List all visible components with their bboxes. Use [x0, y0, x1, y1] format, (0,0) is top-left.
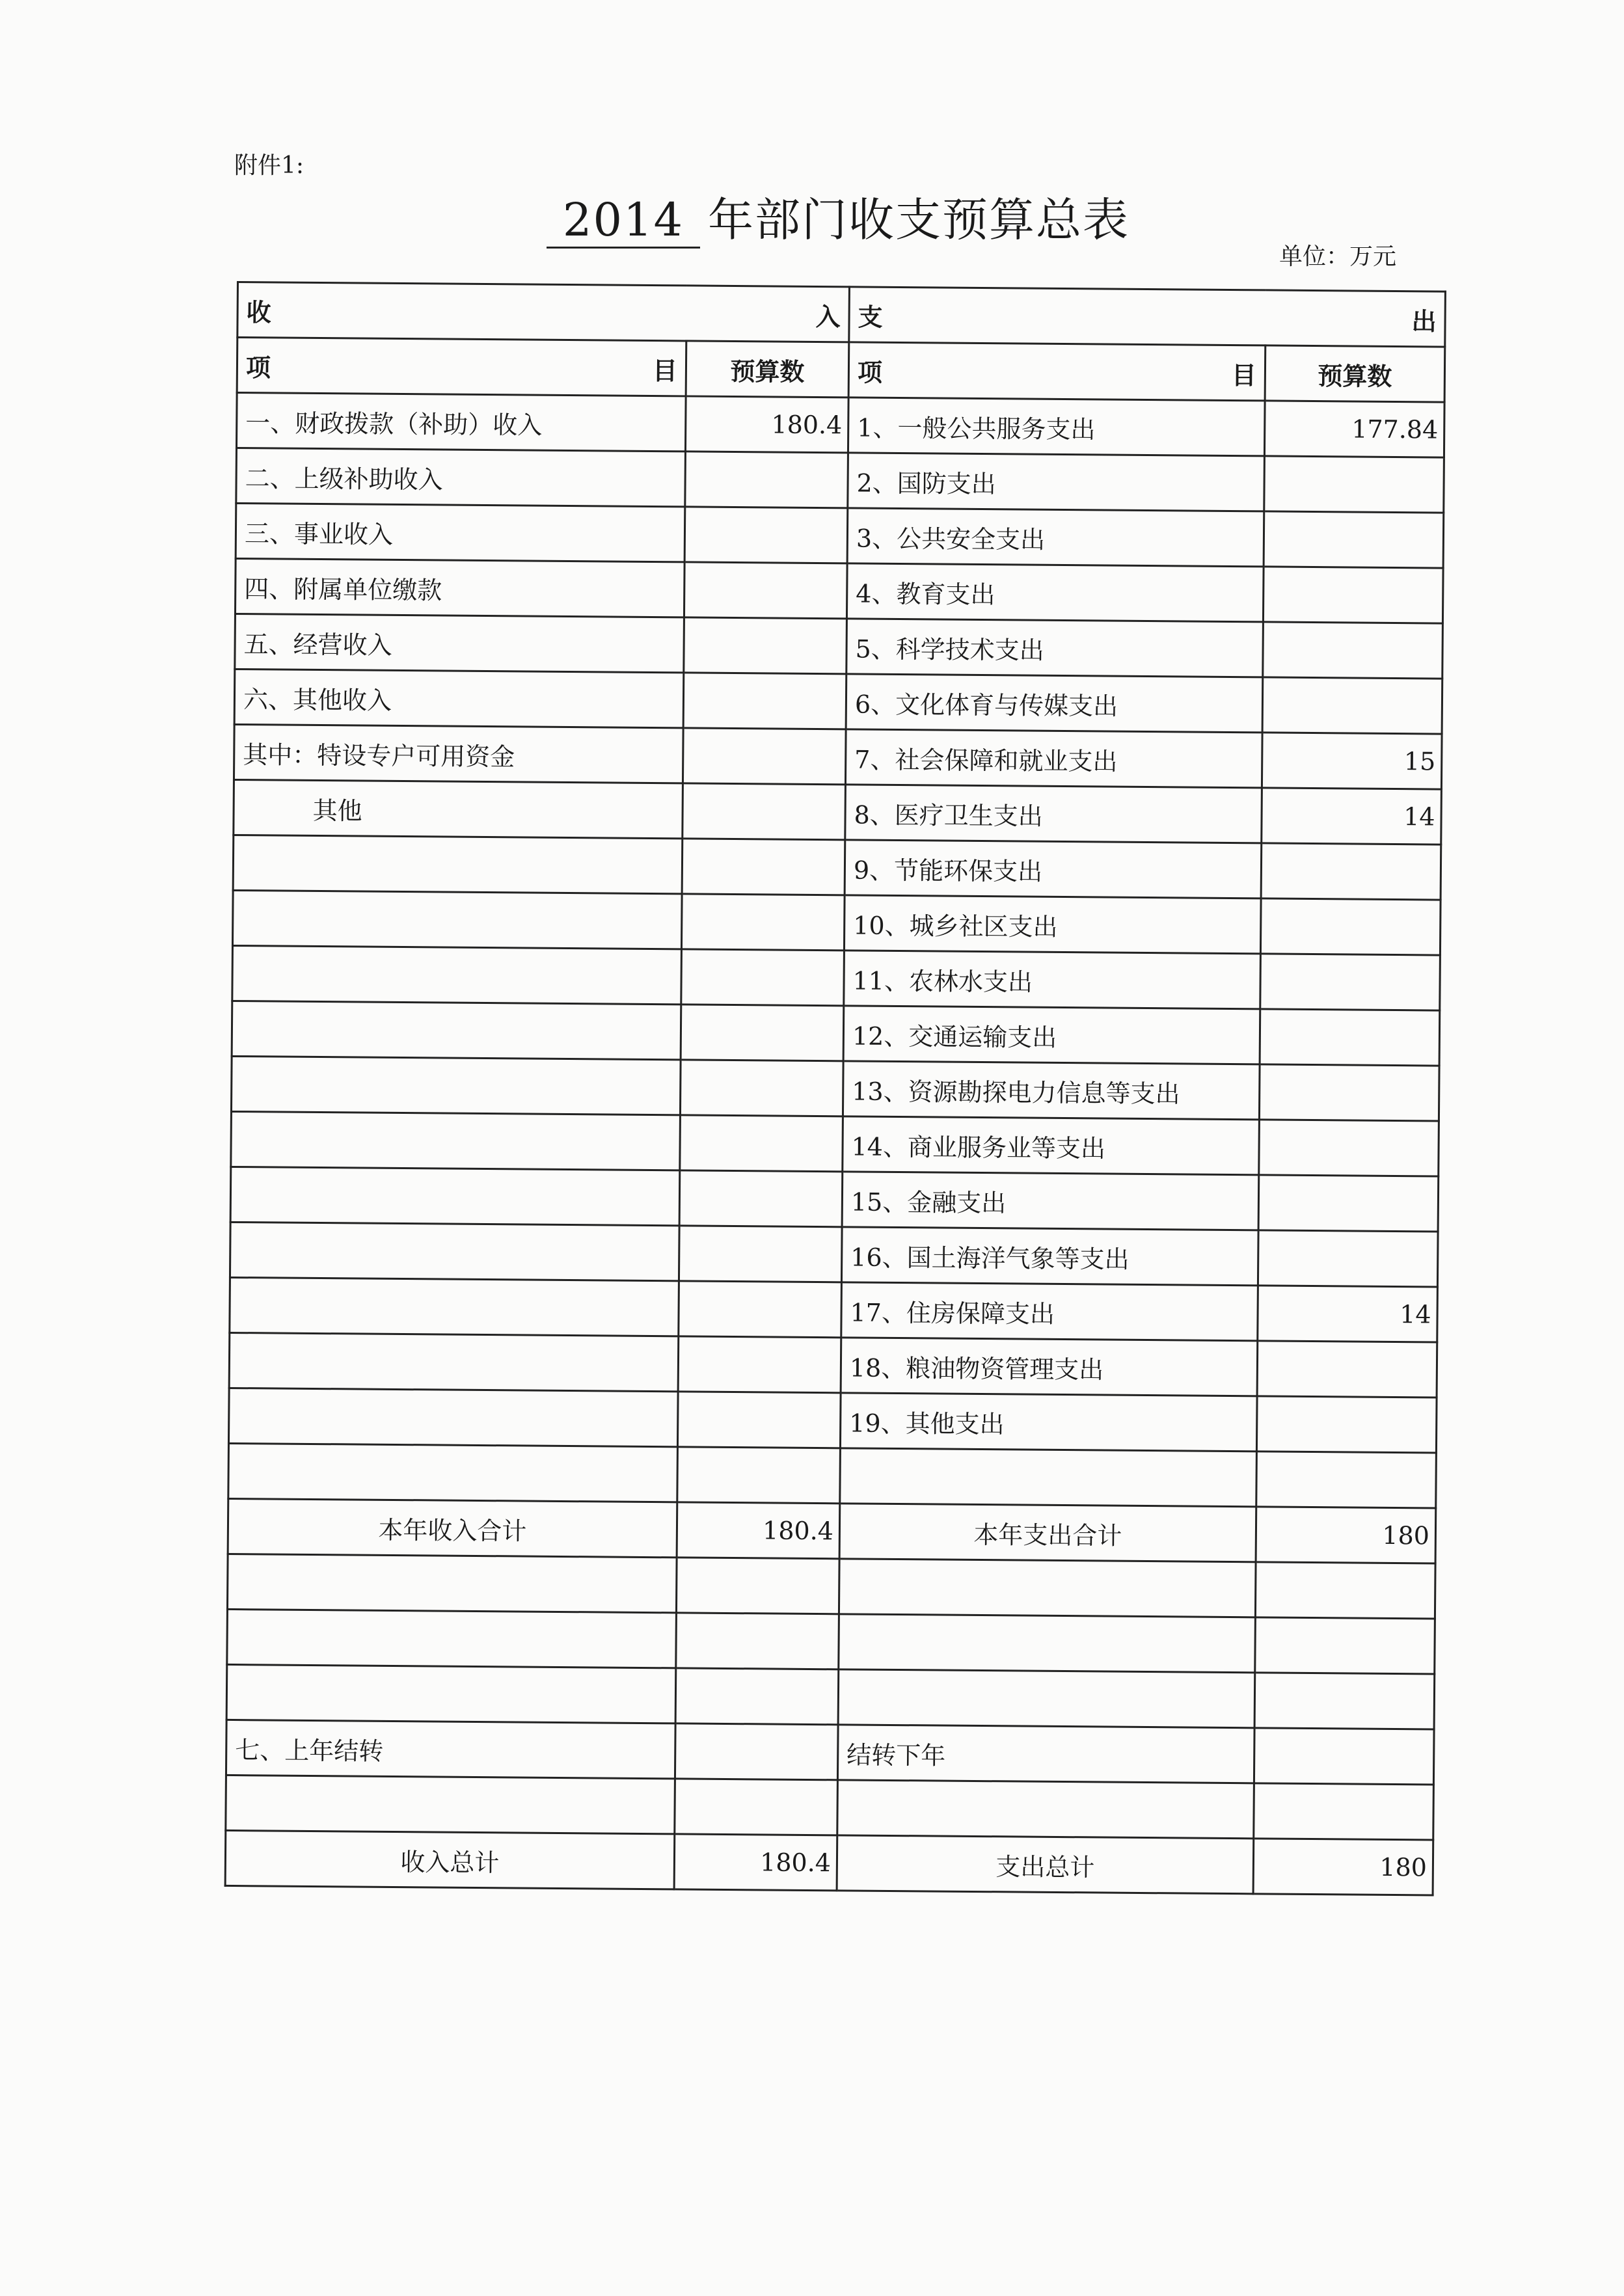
income-item-cell: 五、经营收入: [235, 614, 684, 672]
attachment-label: 附件1:: [234, 152, 304, 179]
table-row: [231, 1111, 1439, 1176]
expense-item-cell: [839, 1559, 1256, 1617]
page-title: [547, 183, 1130, 249]
expense-value-cell: [1255, 1617, 1435, 1674]
title-text: 年部门收支预算总表: [708, 193, 1130, 247]
income-value-cell: [684, 507, 848, 563]
income-value-cell: [678, 1336, 841, 1393]
income-item-header: [237, 338, 686, 396]
income-value-cell: 180.4: [685, 396, 848, 453]
income-item-header-left: 项: [245, 352, 271, 382]
expense-value-cell: [1255, 1562, 1435, 1619]
expense-value-cell: 180: [1256, 1507, 1436, 1563]
expense-item-cell: 6、文化体育与传媒支出: [846, 674, 1263, 733]
table-row: [232, 890, 1441, 955]
income-item-cell: [230, 1167, 680, 1225]
expense-item-cell: 13、资源勘探电力信息等支出: [843, 1061, 1260, 1120]
title-year: 2014: [547, 193, 700, 249]
income-value-cell: [681, 949, 845, 1006]
income-item-cell: [228, 1388, 678, 1446]
income-item-cell: [231, 1056, 681, 1114]
expense-item-cell: 19、其他支出: [840, 1393, 1257, 1452]
income-value-cell: [676, 1613, 839, 1669]
table-row: [230, 1167, 1439, 1232]
expense-value-cell: [1260, 954, 1441, 1010]
table-row: [227, 1609, 1435, 1674]
expense-item-cell: [839, 1614, 1256, 1673]
table-row: [236, 393, 1444, 458]
income-item-cell: [226, 1664, 676, 1723]
table-row: [234, 669, 1442, 734]
expense-item-cell: 12、交通运输支出: [843, 1006, 1260, 1064]
income-item-cell: 收入总计: [225, 1830, 675, 1889]
expense-item-cell: [840, 1448, 1257, 1507]
income-item-cell: [229, 1332, 679, 1391]
income-value-cell: 180.4: [677, 1502, 840, 1559]
expense-item-header-right: 目: [1231, 360, 1257, 390]
expense-item-header-left: 项: [857, 357, 883, 387]
table-row: [233, 835, 1441, 900]
table-row: [226, 1720, 1434, 1785]
table-row: [228, 1443, 1437, 1508]
table-row: [228, 1388, 1437, 1453]
table-row: [231, 1056, 1439, 1121]
expense-value-cell: [1258, 1175, 1439, 1232]
income-value-cell: [684, 562, 847, 619]
expense-item-cell: 支出总计: [837, 1835, 1254, 1894]
table-row: [235, 614, 1443, 679]
income-item-cell: [228, 1443, 678, 1502]
expense-value-cell: [1259, 1120, 1439, 1176]
expense-item-cell: 3、公共安全支出: [847, 508, 1264, 567]
expense-item-cell: 5、科学技术支出: [846, 619, 1264, 677]
table-row: [234, 779, 1442, 844]
expense-value-cell: [1260, 1009, 1440, 1066]
income-item-header-right: 目: [652, 355, 678, 385]
income-item-cell: [233, 835, 683, 893]
expense-value-cell: 14: [1262, 788, 1442, 844]
income-value-cell: [681, 1005, 844, 1061]
income-item-cell: [227, 1609, 677, 1668]
expense-item-cell: 结转下年: [837, 1725, 1254, 1783]
expense-header-right: 出: [1411, 306, 1437, 336]
expense-item-cell: [837, 1780, 1254, 1839]
expense-item-cell: 本年支出合计: [839, 1504, 1256, 1562]
expense-value-cell: [1263, 622, 1443, 679]
income-item-cell: 六、其他收入: [234, 669, 684, 727]
income-item-cell: 七、上年结转: [226, 1720, 675, 1778]
income-value-cell: 180.4: [674, 1834, 837, 1891]
income-value-cell: [681, 894, 845, 951]
expense-item-cell: 1、一般公共服务支出: [848, 398, 1265, 456]
expense-item-cell: 2、国防支出: [848, 453, 1265, 511]
income-value-cell: [675, 1723, 838, 1780]
table-row: [230, 1222, 1438, 1287]
expense-value-cell: [1254, 1783, 1434, 1840]
expense-item-cell: 15、金融支出: [842, 1172, 1259, 1230]
expense-value-cell: [1258, 1230, 1438, 1287]
expense-value-cell: [1259, 1064, 1439, 1121]
expense-value-cell: [1261, 843, 1441, 900]
table-row: [232, 1001, 1440, 1066]
expense-value-cell: 15: [1262, 733, 1442, 789]
expense-value-cell: 177.84: [1264, 401, 1444, 457]
budget-table: [224, 281, 1446, 1897]
income-item-cell: 其中：特设专户可用资金: [234, 724, 683, 783]
table-row: [235, 558, 1443, 623]
expense-value-cell: [1256, 1396, 1437, 1453]
income-item-cell: 其他: [234, 779, 683, 838]
expense-value-cell: [1262, 677, 1442, 734]
expense-budget-header: 预算数: [1265, 345, 1445, 402]
income-item-cell: 一、财政拨款（补助）收入: [236, 393, 686, 452]
expense-value-cell: [1264, 511, 1444, 568]
income-value-cell: [675, 1779, 838, 1835]
income-value-cell: [683, 728, 846, 785]
income-value-cell: [685, 452, 848, 508]
expense-item-cell: 16、国土海洋气象等支出: [841, 1227, 1258, 1286]
income-header: [237, 282, 850, 342]
income-item-cell: [226, 1775, 675, 1833]
income-value-cell: [682, 839, 845, 895]
expense-value-cell: [1254, 1728, 1434, 1785]
income-value-cell: [675, 1668, 839, 1725]
income-value-cell: [677, 1392, 841, 1448]
income-item-cell: [227, 1554, 677, 1612]
table-row: [225, 1830, 1433, 1895]
expense-header: [849, 287, 1446, 347]
table-row: [232, 945, 1441, 1010]
income-value-cell: [679, 1170, 843, 1227]
income-value-cell: [680, 1060, 843, 1116]
table-row: [226, 1664, 1435, 1729]
table-row: [226, 1775, 1434, 1840]
income-value-cell: [677, 1447, 841, 1504]
expense-value-cell: [1260, 898, 1441, 955]
income-value-cell: [683, 673, 846, 729]
expense-value-cell: 180: [1253, 1839, 1433, 1895]
expense-value-cell: [1264, 456, 1444, 513]
income-budget-header: 预算数: [686, 341, 849, 398]
income-item-cell: 四、附属单位缴款: [235, 558, 684, 617]
income-value-cell: [676, 1558, 839, 1614]
expense-item-cell: 10、城乡社区支出: [844, 895, 1261, 954]
income-item-cell: [230, 1277, 679, 1336]
expense-header-left: 支: [858, 301, 883, 332]
table-row: [234, 724, 1442, 789]
expense-item-cell: 4、教育支出: [846, 563, 1264, 622]
income-value-cell: [679, 1226, 842, 1282]
income-item-cell: [232, 1001, 681, 1059]
expense-item-cell: 11、农林水支出: [844, 951, 1261, 1009]
income-item-cell: [231, 1111, 681, 1170]
income-value-cell: [680, 1115, 843, 1172]
header-row-sub: [237, 338, 1445, 403]
expense-item-cell: 9、节能环保支出: [845, 840, 1262, 898]
unit-label: 单位：万元: [1279, 243, 1397, 270]
income-item-cell: [232, 890, 682, 949]
expense-item-cell: [838, 1669, 1255, 1728]
expense-item-cell: 7、社会保障和就业支出: [845, 729, 1262, 788]
expense-value-cell: [1263, 567, 1443, 623]
income-item-cell: [232, 945, 682, 1004]
income-item-cell: 二、上级补助收入: [236, 448, 686, 507]
expense-value-cell: 14: [1258, 1286, 1438, 1342]
income-item-cell: 本年收入合计: [228, 1498, 677, 1557]
table-row: [227, 1554, 1435, 1619]
expense-item-cell: 8、医疗卫生支出: [845, 785, 1262, 843]
expense-item-cell: 14、商业服务业等支出: [843, 1116, 1260, 1175]
table-row: [230, 1277, 1438, 1342]
income-value-cell: [679, 1281, 842, 1338]
expense-value-cell: [1256, 1452, 1437, 1508]
income-header-right: 入: [815, 301, 841, 331]
table-row: [236, 504, 1444, 569]
expense-value-cell: [1257, 1341, 1437, 1398]
income-value-cell: [684, 617, 847, 674]
income-header-left: 收: [246, 297, 271, 327]
expense-item-header: [848, 342, 1265, 401]
table-row: [236, 448, 1444, 513]
expense-item-cell: 17、住房保障支出: [841, 1282, 1258, 1341]
header-row-main: [237, 282, 1446, 347]
income-item-cell: 三、事业收入: [236, 504, 685, 562]
expense-value-cell: [1254, 1673, 1435, 1729]
expense-item-cell: 18、粮油物资管理支出: [841, 1338, 1258, 1396]
income-item-cell: [230, 1222, 679, 1280]
table-row: [229, 1332, 1437, 1398]
table-row: [228, 1498, 1436, 1563]
income-value-cell: [683, 783, 846, 840]
